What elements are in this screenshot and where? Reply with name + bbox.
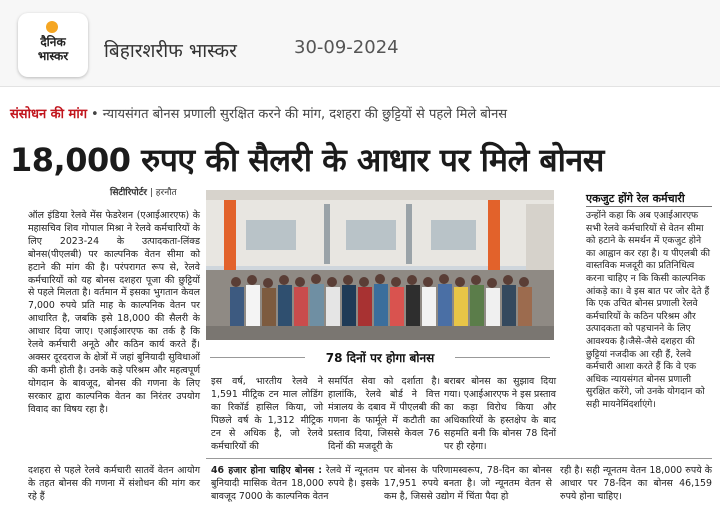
- byline-place: हरनौत: [155, 188, 177, 198]
- logo-text-line2: भास्कर: [37, 49, 69, 63]
- kicker-text: न्यायसंगत बोनस प्रणाली सुरक्षित करने की मांग, दशहरा की छुट्टियों से पहले मिले बोनस: [102, 107, 508, 122]
- dainik-bhaskar-logo[interactable]: [18, 13, 88, 77]
- byline: [110, 185, 177, 198]
- body-paragraph: समर्पित सेवा को दर्शाता है। हालांकि, रेलवे बोर्ड ने वित्त मंत्रालय के दबाव में पीएलबी की गणना के फार्मूले में कटौती का प्रस्ताव दिया, जिससे केवल 76 दिनों की मजदूरी के: [328, 376, 440, 452]
- body-paragraph: उन्होंने कहा कि अब एआईआरएफ सभी रेलवे कर्मचारियों से वेतन सीमा को हटाने के समर्थन में एकजुट होने का आह्वान कर रहा है। य पीएलबी की वास्तविक मजदूरी का प्रतिनिधित्व करना चाहिए न कि किसी काल्पनिक आंकड़े का। वे इस बात पर जोर देते हैं कि एक उचित बोनस प्रणाली रेलवे कर्मचारियों के कठिन परिश्रम और उत्पादकता को पहचानने के लिए आवश्यक है।जैसे-जैसे दशहरा की छुट्टियां नजदीक आ रही हैं, रेलवे कर्मचारी आशा करते हैं कि वे एक अधिक न्यायसंगत बोनस प्रणाली सुरक्षित करेंगे, जो उनके योगदान को सही मायनेमिंदर्शाएंगे।: [586, 210, 710, 410]
- body-column-6: [211, 465, 379, 504]
- inline-subheading: 46 हजार होना चाहिए बोनस :: [211, 465, 323, 476]
- body-column-3: [328, 376, 440, 453]
- sun-icon: [46, 21, 58, 33]
- bottom-section-rule: [206, 458, 712, 459]
- body-column-4: [444, 376, 556, 453]
- sidebar-column: [586, 210, 712, 412]
- group-photo: [206, 190, 554, 340]
- body-paragraph: इस वर्ष, भारतीय रेलवे ने 1,591 मीट्रिक टन माल लोडिंग का रिकॉर्ड हासिल किया, जो पिछले वर्ष के 1,312 मीट्रिक टन से अधिक है, जो रेलवे कर्मचारियों की: [211, 376, 323, 452]
- body-paragraph: पर बोनस के परिणामस्वरूप, 78-दिन का बोनस 17,951 रुपये बनता है। जो न्यूनतम वेतन से कम है, जिससे उद्योग में चिंता पैदा हो: [384, 465, 552, 502]
- byline-separator: |: [149, 188, 153, 198]
- headline: 18,000 रुपए की सैलरी के आधार पर मिले बोनस: [10, 141, 604, 179]
- subheading: 78 दिनों पर होगा बोनस: [325, 351, 435, 365]
- body-paragraph: दशहरा से पहले रेलवे कर्मचारी सातवें वेतन आयोग के तहत बोनस की गणना में संशोधन की मांग कर रहे हैं: [28, 465, 200, 502]
- body-paragraph: बराबर बोनस का सुझाव दिया गया। एआईआरएफ ने इस प्रस्ताव का कड़ा विरोध किया और अधिकारियों के हस्तक्षेप के बाद सहमति बनी कि बोनस 78 दिनों पर ही रहेगा।: [444, 376, 556, 452]
- body-column-8: [560, 465, 712, 504]
- edition-name: बिहारशरीफ भास्कर: [104, 40, 237, 62]
- logo-text-line1: दैनिक: [40, 35, 66, 49]
- kicker-bullet: •: [91, 107, 99, 122]
- body-column-7: [384, 465, 552, 504]
- body-column-2: [211, 376, 323, 453]
- edition-date: 30-09-2024: [294, 37, 399, 58]
- body-column-1-end: [28, 465, 200, 504]
- body-paragraph: ऑल इंडिया रेलवे मेंस फेडरेशन (एआईआरएफ) के महासचिव शिव गोपाल मिश्रा ने रेलवे कर्मचारियों के लिए 2023-24 के उत्पादकता-लिंक्ड बोनस(पीएलबी) पर काल्पनिक वेतन सीमा को हटाने की मांग की है। परंपरागत रूप से, रेलवे कर्मचारियों को यह बोनस दशहरा पूजा की छुट्टियों से पहले मिलता है। वर्तमान में इसका भुगतान केवल 7,000 रुपये प्रति माह के काल्पनिक वेतन पर आधारित है, जबकि इसे 18,000 की सैलरी के आधार दिया जाए। एआईआरएफ का तर्क है कि रेलवे कर्मचारी अनूठे और कठिन कार्य करते हैं। अक्सर दूरदराज के क्षेत्रों में जहां बुनियादी सुविधाओं की कमी होती है। उनके कड़े परिश्रम और महत्वपूर्ण योगदान के बावजूद, बोनस की गणना के लिए सरकार द्वारा काल्पनिक वेतन का निरंतर उपयोग विवाद का विषय रहा है।: [28, 210, 200, 415]
- group-photo-image: [206, 190, 554, 340]
- sidebar-rule: [586, 206, 712, 207]
- kicker-line: [10, 104, 710, 122]
- byline-source: सिटीरिपोर्टर: [110, 188, 147, 198]
- body-paragraph: रही है। सही न्यूनतम वेतन 18,000 रुपये के आधार पर 78-दिन का बोनस 46,159 रुपये होना चाहिए।: [560, 465, 712, 502]
- body-paragraph: रेलवे में न्यूनतम बुनियादी मासिक वेतन 18,000 रुपये है। इसके बावजूद 7000 के काल्पनिक वेतन: [211, 465, 379, 502]
- body-column-1: [28, 210, 200, 417]
- sidebar-heading: एकजुट होंगे रेल कर्मचारी: [586, 192, 685, 205]
- kicker-label: संसोधन की मांग: [10, 107, 88, 122]
